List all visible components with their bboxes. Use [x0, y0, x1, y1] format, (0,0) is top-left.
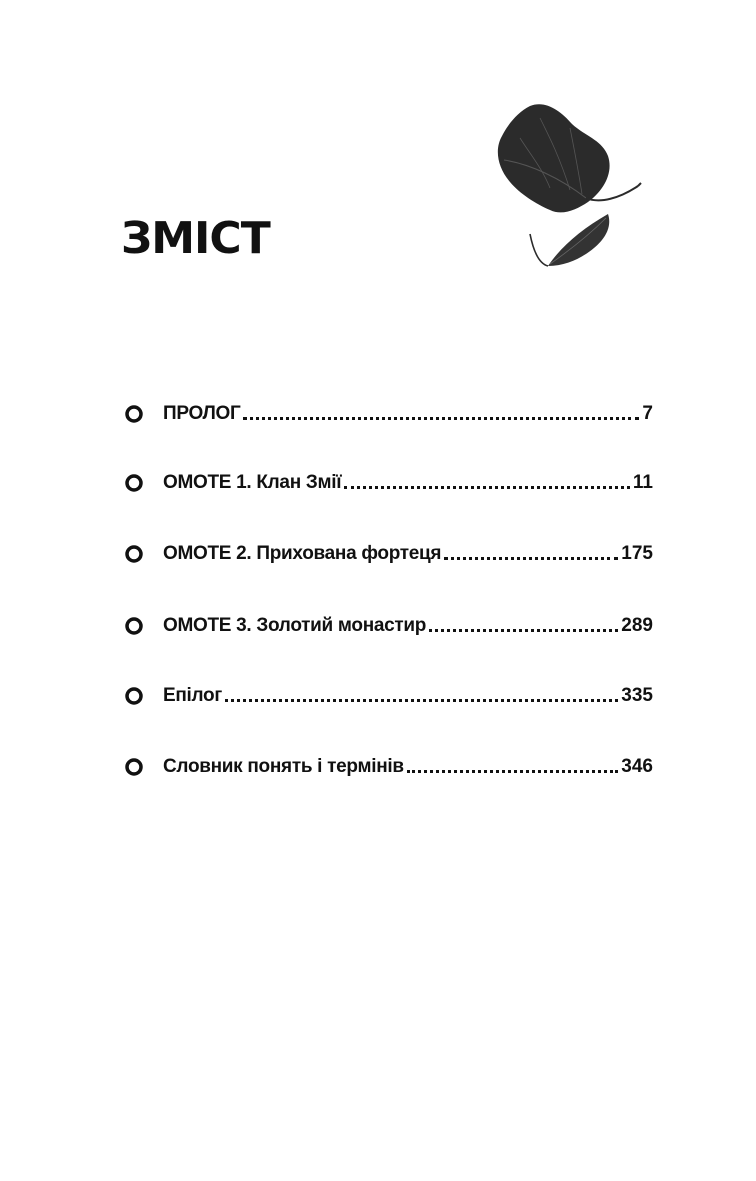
toc-entry-page: 11 [632, 472, 653, 493]
toc-entry-omote-3[interactable] [123, 611, 653, 641]
page-title: ЗМІСТ [121, 213, 270, 265]
toc-entry-prologue[interactable] [123, 399, 653, 429]
enso-circle-icon [123, 756, 145, 778]
toc-entry-omote-1[interactable] [123, 468, 653, 498]
enso-circle-icon [123, 543, 145, 565]
dot-leader [243, 417, 639, 420]
dot-leader [429, 629, 618, 632]
enso-circle-icon [123, 403, 145, 425]
toc-entry-page: 346 [621, 756, 653, 777]
dot-leader [344, 486, 630, 489]
toc-entry-page: 175 [621, 543, 653, 564]
toc-entry-title: ОМОТЕ 3. Золотий монастир [163, 615, 427, 636]
toc-entry-page: 335 [621, 685, 653, 706]
toc-entry-title: ОМОТЕ 1. Клан Змії [163, 472, 342, 493]
dot-leader [407, 770, 619, 773]
toc-entry-epilogue[interactable] [123, 681, 653, 711]
leaves-icon [490, 98, 650, 273]
toc-entry-title: ПРОЛОГ [163, 403, 241, 424]
enso-circle-icon [123, 472, 145, 494]
toc-entry-title: Епілог [163, 685, 222, 706]
enso-circle-icon [123, 685, 145, 707]
toc-entry-title: Словник понять і термінів [163, 756, 404, 777]
toc-entry-glossary[interactable] [123, 752, 653, 782]
enso-circle-icon [123, 615, 145, 637]
toc-entry-page: 7 [642, 403, 653, 424]
dot-leader [225, 699, 618, 702]
toc-entry-page: 289 [621, 615, 653, 636]
toc-entry-omote-2[interactable] [123, 539, 653, 569]
dot-leader [444, 557, 618, 560]
toc-entry-title: ОМОТЕ 2. Прихована фортеця [163, 543, 442, 564]
